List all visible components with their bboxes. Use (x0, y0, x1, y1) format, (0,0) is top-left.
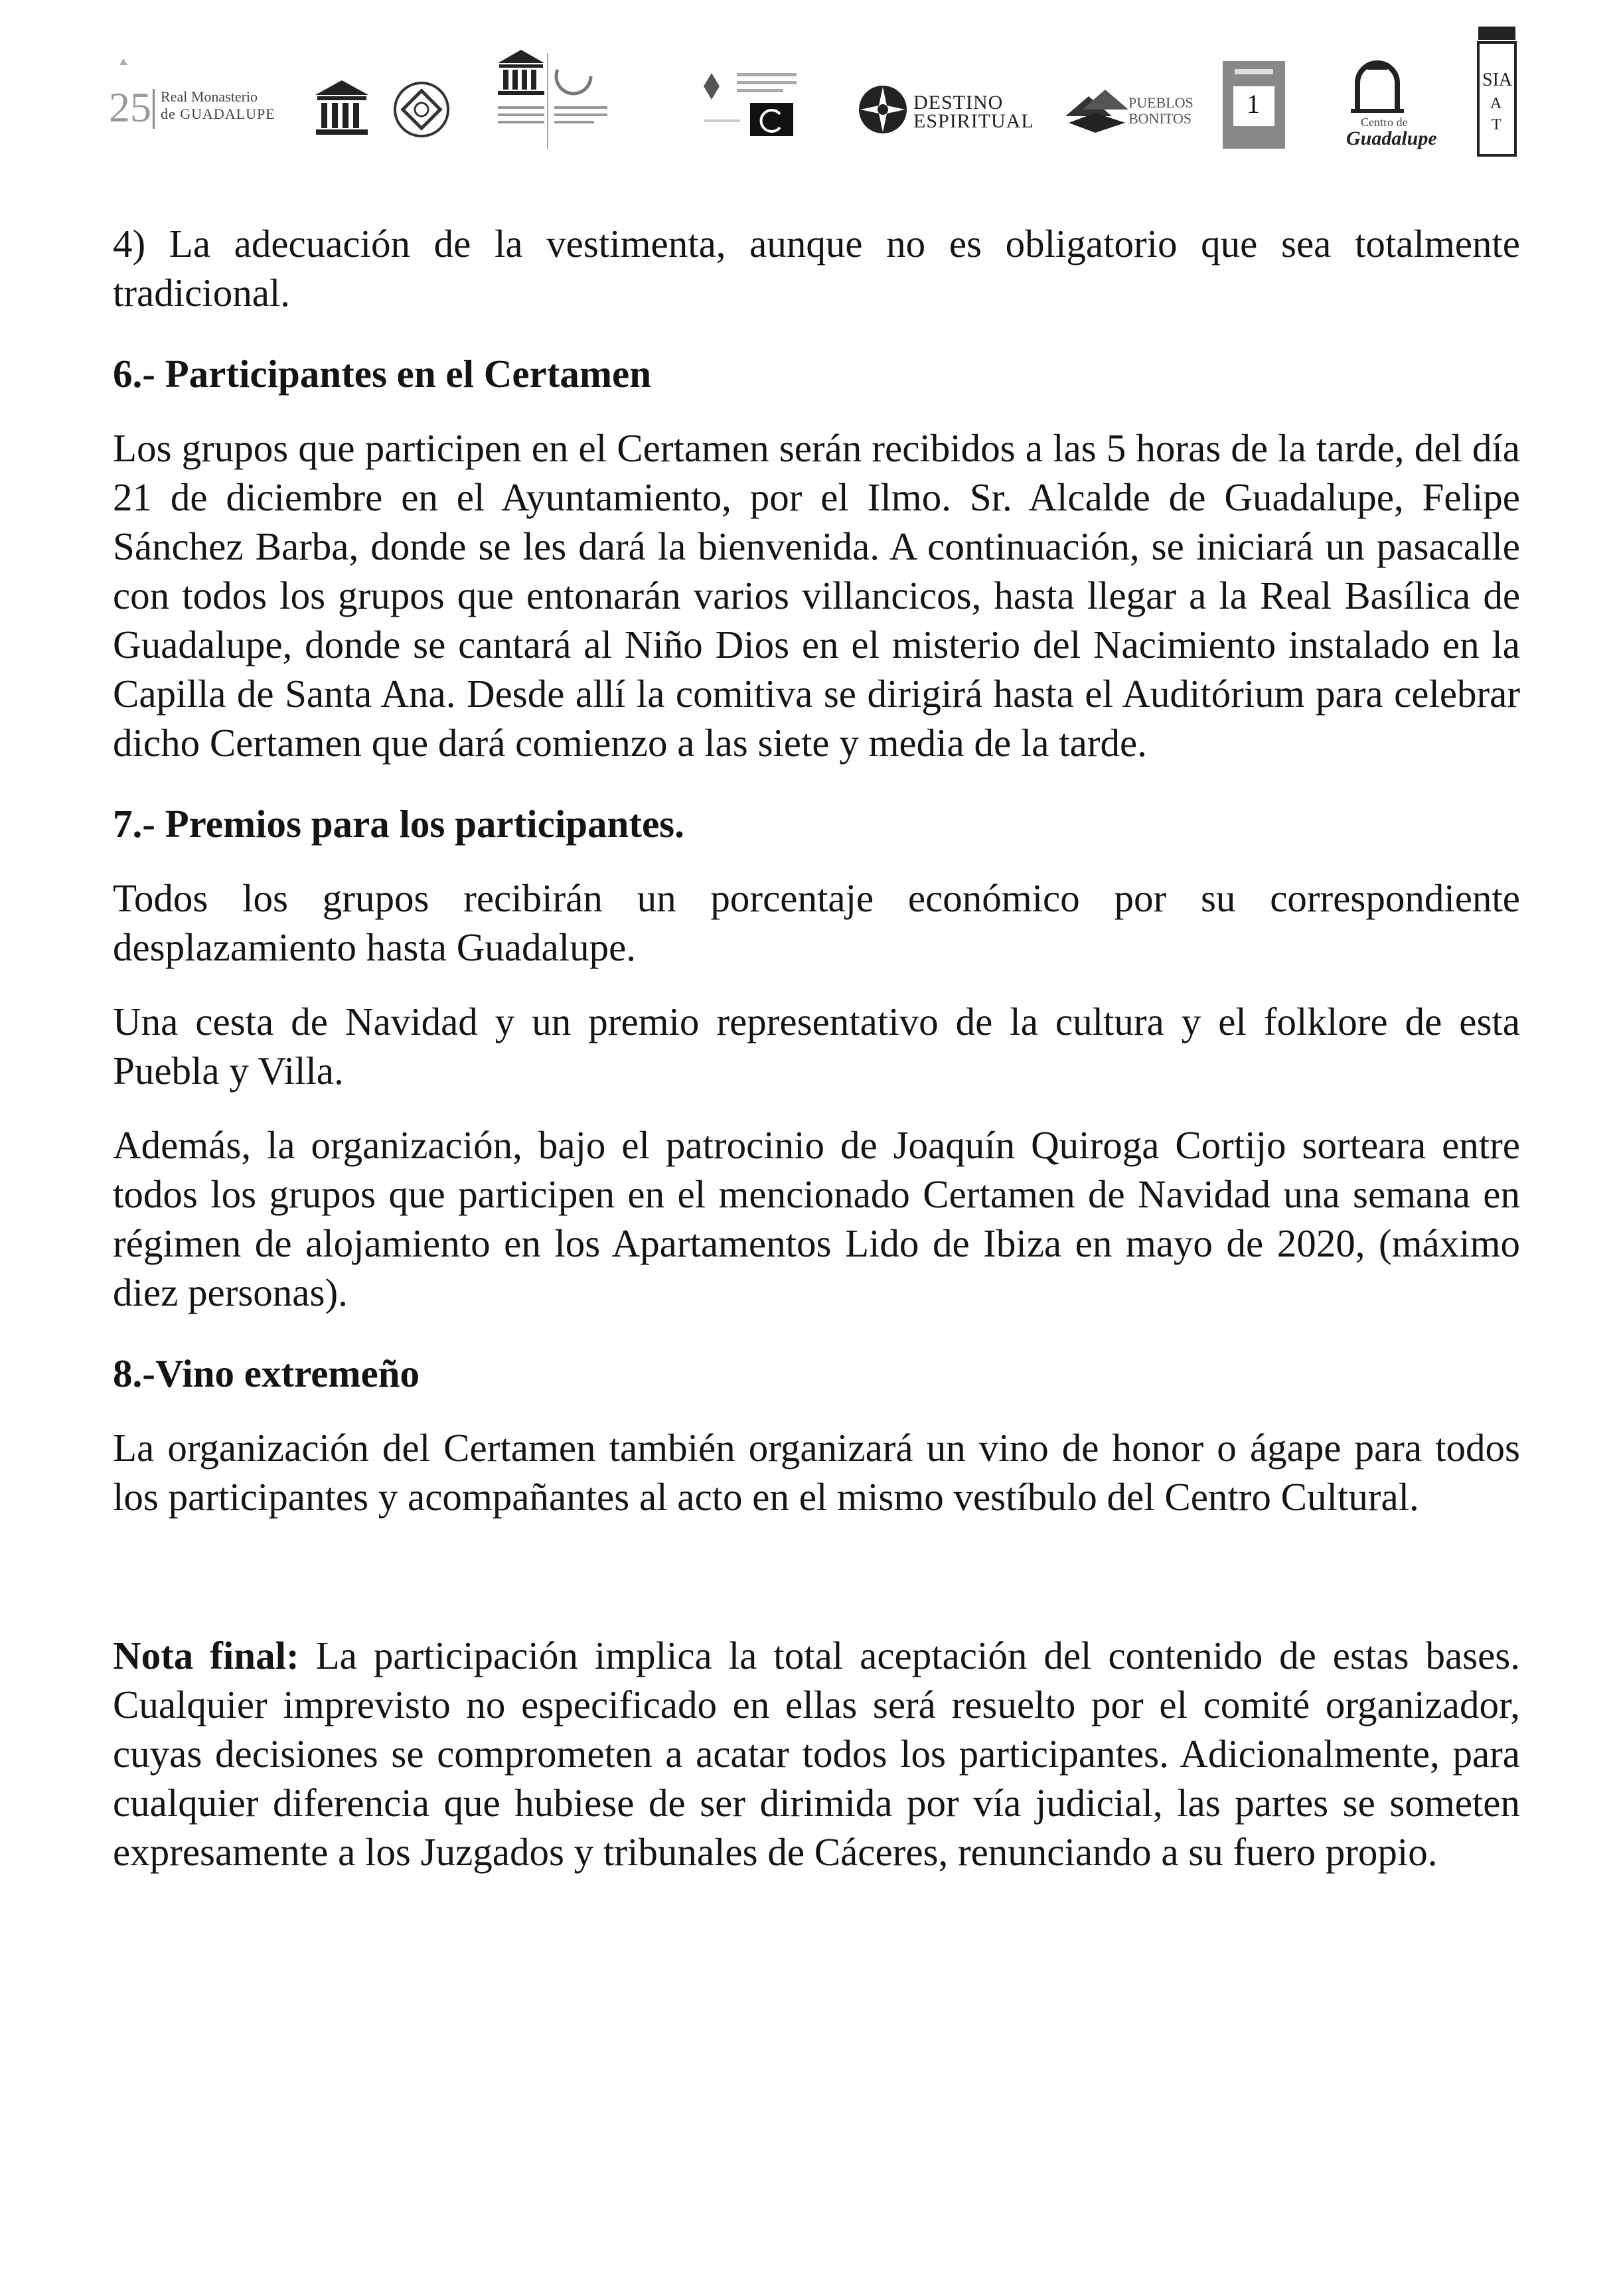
header-logo-strip (100, 20, 1520, 153)
final-note (113, 1631, 1520, 1876)
logo-destino-line1: DESTINO (913, 92, 1004, 114)
logo-badge-number: 1 (1247, 89, 1260, 119)
logo-pueblos-line2: BONITOS (1128, 110, 1192, 127)
logo-monasterio-line2: de GUADALUPE (161, 106, 275, 122)
logo-real-monasterio (100, 80, 299, 153)
logo-sia-text: SIA (1482, 70, 1513, 90)
logo-pueblos-line1: PUEBLOS (1128, 94, 1194, 111)
logo-ranking-badge (1221, 60, 1288, 153)
logo-destino-line2: ESPIRITUAL (913, 110, 1034, 132)
document-body (113, 219, 1520, 1876)
section-8-heading: 8.-Vino extremeño (113, 1351, 420, 1395)
section-7-paragraph-1: Todos los grupos recibirán un porcentaje económico por su correspondiente desplazamiento hasta Guadalupe. (113, 876, 1520, 969)
section-7-paragraph-2: Una cesta de Navidad y un premio representativo de la cultura y el folklore de esta Puebla y Villa. (113, 1000, 1520, 1093)
logo-sia-letter-a: A (1490, 95, 1502, 112)
final-note-label: Nota final: (113, 1634, 299, 1677)
logo-destino-espiritual (856, 83, 1034, 143)
logo-world-heritage (392, 80, 451, 139)
rooftops-icon (1062, 76, 1135, 143)
logo-sia (1477, 27, 1520, 159)
section-6-body: Los grupos que participen en el Certamen serán recibidos a las 5 horas de la tarde, del día 21 de diciembre en el Ayuntamiento, por el Ilmo. Sr. Alcalde de Guadalupe, Felipe Sánchez Barba, donde se les dará la bienvenida. A continuación, se iniciará un pasacalle con todos los grupos que entonarán varios villancicos, hasta llegar a la Real Basílica de Guadalupe, donde se cantará al Niño Dios en el misterio del Nacimiento instalado en la Capilla de Santa Ana. Desde allí la comitiva se dirigirá hasta el Auditórium para celebrar dicho Certamen que dará comienzo a las siete y media de la tarde. (113, 426, 1520, 765)
logo-unesco (312, 76, 372, 143)
section-6-heading: 6.- Participantes en el Certamen (113, 352, 652, 396)
world-heritage-emblem-icon (392, 80, 451, 139)
unesco-temple-icon (312, 76, 372, 143)
logo-pueblos-bonitos (1062, 76, 1208, 149)
section-7-heading: 7.- Premios para los participantes. (113, 802, 684, 846)
arch-icon (1314, 50, 1440, 116)
compass-rose-icon (856, 83, 909, 136)
unesco-temple-icon (485, 43, 657, 156)
logo-council-europe (697, 66, 830, 153)
section-7-paragraph-3: Además, la organización, bajo el patrocinio de Joaquín Quiroga Cortijo sorteara entre todos los grupos que participen en el mencionado Certamen de Navidad una semana en régimen de alojamiento en los Apartamentos Lido de Ibiza en mayo de 2020, (máximo diez personas). (113, 1123, 1520, 1314)
item-4-paragraph: 4) La adecuación de la vestimenta, aunque no es obligatorio que sea totalmente tradicional. (113, 222, 1520, 315)
logo-anniversary-number: 25 (109, 84, 151, 131)
final-note-text: La participación implica la total aceptación del contenido de estas bases. Cualquier imprevisto no especificado en ellas será resuelto por el comité organizador, cuyas decisiones se comprometen a acatar todos los participantes. Adicionalmente, para cualquier diferencia que hubiese de ser dirimida por vía judicial, las partes se someten expresamente a los Juzgados y tribunales de Cáceres, renunciando a su fuero propio. (113, 1634, 1520, 1874)
sia-banner-icon (1477, 27, 1520, 159)
monastery-crest-icon (119, 65, 126, 72)
logo-monasterio-line1: Real Monasterio (161, 88, 258, 105)
logo-divider (153, 89, 155, 129)
logo-centro-guadalupe (1314, 50, 1440, 156)
council-of-europe-icon (697, 66, 830, 153)
section-8-body: La organización del Certamen también organizará un vino de honor o ágape para todos los participantes y acompañantes al acto en el mismo vestíbulo del Centro Cultural. (113, 1426, 1520, 1519)
logo-unesco-organization (485, 43, 657, 156)
logo-centro-line2: Guadalupe (1346, 127, 1437, 149)
logo-centro-line1: Centro de (1361, 115, 1408, 129)
logo-sia-letter-t: T (1492, 116, 1502, 133)
